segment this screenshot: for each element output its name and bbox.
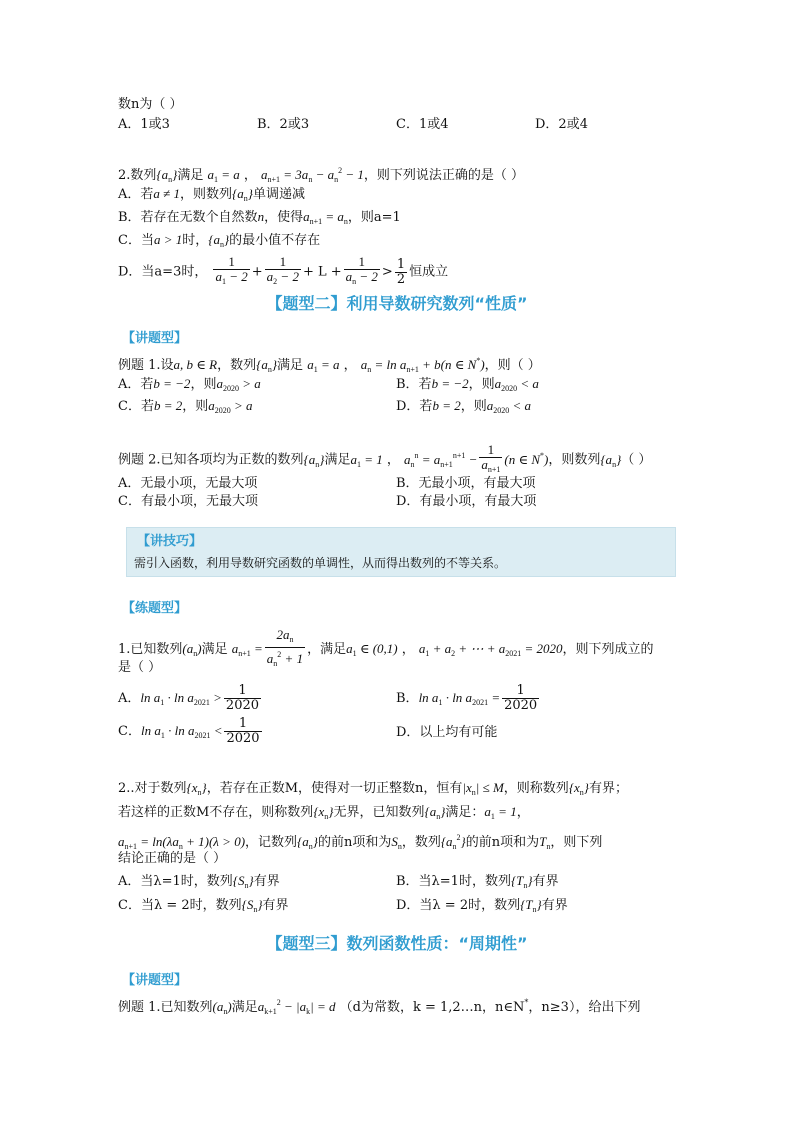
q2-option-d: D．当a=3时， $\frac{1}{a_1 - 2}$ + $\frac{1}{a_2 - 2}$ + L + $\frac{1}{a_n - 2}$ > $\frac{1}{2}$ 恒成立 (118, 254, 449, 287)
practice2-line1: 2..对于数列$\{x_n\}$，若存在正数M，使得对一切正整数n，恒有$|x_n| \le M$，则称数列$\{x_n\}$有界； (118, 780, 628, 797)
practice1-option-a: A．$\ln a_1 \cdot \ln a_{2021}$ > $\frac{1}{2020}$ (118, 683, 260, 713)
tag-technique: 【讲技巧】 (137, 534, 203, 549)
q2-option-a: A．若a ≠ 1，则数列$\{a_n\}$单调递减 (118, 186, 305, 203)
example1-option-b: B．若b = −2，则$a_{2020} < a$ (396, 376, 539, 393)
practice1-stem: 1.已知数列$(a_n)$满足 $a_{n+1}$ = $\frac{2a_n}{a_n^2 + 1}$ ，满足$a_1$ ∈ (0,1) ， $a_1 + a_2$ + ⋯ + $a_{2021} = 2020$，则下列成立的 (118, 627, 654, 668)
q2-option-c: C．当a > 1时，$\{a_n\}$的最小值不存在 (118, 232, 321, 249)
example2-option-b: B．无最小项，有最大项 (396, 476, 536, 491)
q1-stem: 数n为（ ） (118, 97, 183, 112)
q1-option-c: C．1或4 (396, 117, 449, 132)
practice2-option-d: D．当λ = 2时，数列$\{T_n\}$有界 (396, 897, 568, 914)
section-heading-type3: 【题型三】数列函数性质：“周期性” (266, 934, 528, 953)
example2-option-a: A．无最小项，无最大项 (118, 476, 258, 491)
example2-option-c: C．有最小项，无最大项 (118, 494, 258, 509)
practice2-option-c: C．当λ = 2时，数列$\{S_n\}$有界 (118, 897, 289, 914)
example3-stem: 例题 1.已知数列$(a_n)$满足$a_{k+1}^2 - |a_k| = d$ （d为常数，k = 1,2…n，n∈N*，n≥3），给出下列 (118, 998, 641, 1016)
practice1-stem-cont: 是（ ） (118, 660, 162, 675)
practice1-option-b: B．$\ln a_1 \cdot \ln a_{2021}$ = $\frac{1}{2020}$ (396, 683, 538, 713)
practice2-option-a: A．当λ=1时，数列$\{S_n\}$有界 (118, 873, 280, 890)
q2-stem: 2.数列$\{a_n\}$满足 $a_1 = a$ ， $a_{n+1} = 3a_n - a_n^2 - 1$，则下列说法正确的是（ ） (118, 166, 525, 184)
tag-lecture-2: 【讲题型】 (122, 973, 188, 988)
example1-option-a: A．若b = −2，则$a_{2020} > a$ (118, 376, 261, 393)
example1-option-c: C．若b = 2，则$a_{2020} > a$ (118, 398, 253, 415)
q2-option-b: B．若存在无数个自然数n，使得$a_{n+1} = a_n$，则a=1 (118, 209, 401, 226)
example2-option-d: D．有最小项，有最大项 (396, 494, 537, 509)
example2-stem: 例题 2.已知各项均为正数的数列$\{a_n\}$满足$a_1 = 1$ ， $a_n^n = a_{n+1}^{n+1}$ − $\frac{1}{a_{n+1}}$ (n ∈ N*)，则数列$\{a_n\}$（ ） (118, 442, 652, 474)
technique-box (126, 527, 676, 577)
practice2-line2: 若这样的正数M不存在，则称数列$\{x_n\}$无界，已知数列$\{a_n\}$满足：$a_1 = 1$， (118, 804, 530, 821)
section-heading-type2: 【题型二】利用导数研究数列“性质” (266, 294, 528, 313)
tag-lecture: 【讲题型】 (122, 331, 188, 346)
tag-practice: 【练题型】 (122, 601, 188, 616)
practice1-option-c: C．$\ln a_1 \cdot \ln a_{2021}$ < $\frac{1}{2020}$ (118, 716, 260, 746)
q1-option-a: A．1或3 (118, 117, 170, 132)
practice2-line4: 结论正确的是（ ） (118, 851, 227, 866)
practice1-option-d: D．以上均有可能 (396, 725, 498, 740)
example1-option-d: D．若b = 2，则$a_{2020} < a$ (396, 398, 532, 415)
example1-stem: 例题 1.设a, b ∈ R，数列$\{a_n\}$满足 $a_1 = a$ ， $a_n = \ln a_{n+1} + b(n$ ∈ N*)，则（ ） (118, 356, 541, 374)
practice2-line3: $a_{n+1} = \ln(\lambda a_n + 1)(\lambda > 0)$，记数列$\{a_n\}$的前n项和为$S_n$，数列$\{a_n^2\}$的前n项和为$T_n$，则下列 (118, 833, 603, 851)
practice2-option-b: B．当λ=1时，数列$\{T_n\}$有界 (396, 873, 559, 890)
q1-option-d: D．2或4 (535, 117, 588, 132)
technique-text: 需引入函数，利用导数研究函数的单调性，从而得出数列的不等关系。 (134, 556, 507, 570)
q1-option-b: B．2或3 (257, 117, 310, 132)
